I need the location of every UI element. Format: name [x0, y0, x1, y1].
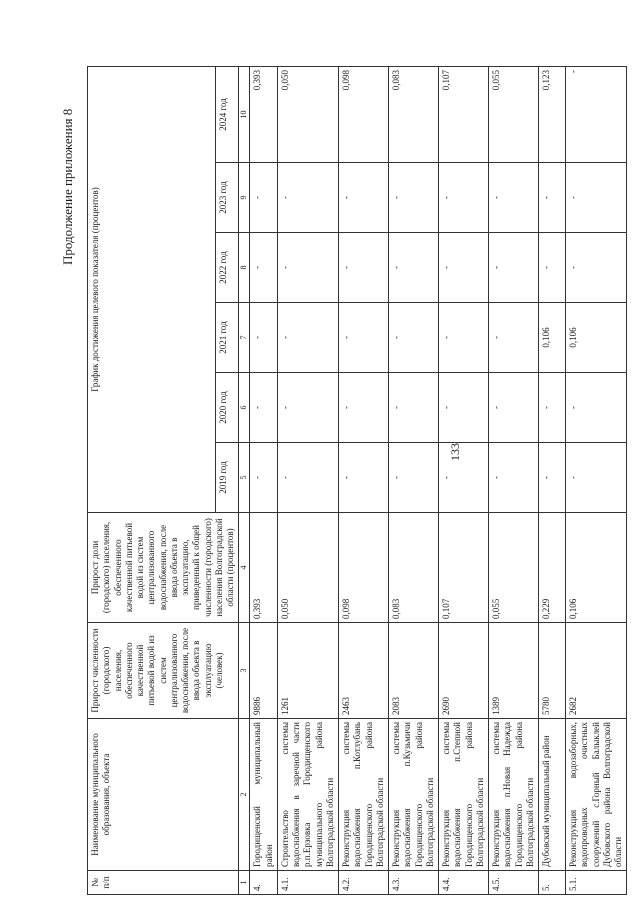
target-indicator-table — [87, 66, 627, 895]
row-2019: - — [389, 443, 439, 513]
row-2023: - — [250, 163, 278, 233]
row-2021: - — [339, 303, 389, 373]
row-population: 1261 — [277, 623, 338, 719]
header-share: Прирост доли (городского) населения, обеспеченного качественной питьевой водой из систем централизованного водоснабжения, после ввода объекта в эксплуатацию, приведенный к общей численности (городского) населения Волгоградской области (процентов) — [88, 513, 239, 623]
table-row — [277, 66, 338, 894]
row-num: 4.5. — [489, 871, 539, 895]
row-2020: - — [250, 373, 278, 443]
row-share: 0,083 — [389, 513, 439, 623]
column-number-row — [239, 66, 250, 894]
row-name: Дубовский муниципальный район — [539, 719, 566, 871]
row-2024: 0,055 — [489, 66, 539, 162]
row-2021: - — [250, 303, 278, 373]
row-name: Реконструкция водозаборных, водопроводных очистных сооружений с.Горный Балыклей Дубовского района Волгоградской области — [566, 719, 627, 871]
row-2019: - — [439, 443, 489, 513]
column-number: 8 — [239, 233, 250, 303]
column-number: 9 — [239, 163, 250, 233]
row-2019: - — [566, 443, 627, 513]
header-year-2020: 2020 год — [216, 373, 239, 443]
column-number: 7 — [239, 303, 250, 373]
row-share: 0,229 — [539, 513, 566, 623]
header-name: Наименование муниципального образования, объекта — [88, 719, 239, 871]
row-2023: - — [277, 163, 338, 233]
header-year-2021: 2021 год — [216, 303, 239, 373]
row-share: 0,055 — [489, 513, 539, 623]
row-2021: 0,106 — [566, 303, 627, 373]
row-2022: - — [277, 233, 338, 303]
row-2019: - — [489, 443, 539, 513]
row-population: 9886 — [250, 623, 278, 719]
table-row — [489, 66, 539, 894]
header-year-2024: 2024 год — [216, 66, 239, 162]
row-2023: - — [439, 163, 489, 233]
row-share: 0,393 — [250, 513, 278, 623]
header-schedule: График достижения целевого показателя (процентов) — [88, 66, 216, 512]
table-row — [439, 66, 489, 894]
row-2020: - — [489, 373, 539, 443]
row-2023: - — [539, 163, 566, 233]
row-share: 0,050 — [277, 513, 338, 623]
row-population: 5780 — [539, 623, 566, 719]
row-2022: - — [339, 233, 389, 303]
row-2021: - — [277, 303, 338, 373]
page-subtitle: Продолжение приложения 8 — [60, 108, 75, 265]
row-population: 2690 — [439, 623, 489, 719]
row-2022: - — [439, 233, 489, 303]
row-2024: 0,393 — [250, 66, 278, 162]
row-2019: - — [339, 443, 389, 513]
column-number: 2 — [239, 719, 250, 871]
row-share: 0,106 — [566, 513, 627, 623]
row-2022: - — [250, 233, 278, 303]
row-population: 2463 — [339, 623, 389, 719]
row-2020: - — [389, 373, 439, 443]
row-2024: 0,098 — [339, 66, 389, 162]
row-2021: - — [389, 303, 439, 373]
row-num: 4.4. — [439, 871, 489, 895]
table-row — [539, 66, 566, 894]
row-population: 1389 — [489, 623, 539, 719]
table-row — [250, 66, 278, 894]
table-row — [389, 66, 439, 894]
row-2019: - — [277, 443, 338, 513]
row-2021: - — [489, 303, 539, 373]
row-2022: - — [389, 233, 439, 303]
column-number: 6 — [239, 373, 250, 443]
row-2024: 0,050 — [277, 66, 338, 162]
row-2022: - — [489, 233, 539, 303]
row-name: Строительство системы водоснабжения в заречной части р.п.Ерзовка Городищенского муниципального района Волгоградской области — [277, 719, 338, 871]
row-2024: 0,123 — [539, 66, 566, 162]
column-number: 4 — [239, 513, 250, 623]
row-2022: - — [566, 233, 627, 303]
row-2021: - — [439, 303, 489, 373]
row-2020: - — [566, 373, 627, 443]
row-2020: - — [539, 373, 566, 443]
column-number: 1 — [239, 871, 250, 895]
row-2019: - — [539, 443, 566, 513]
row-2024: 0,107 — [439, 66, 489, 162]
row-name: Городищенский муниципальный район — [250, 719, 278, 871]
header-num: № п/п — [88, 871, 239, 895]
header-year-2019: 2019 год — [216, 443, 239, 513]
row-share: 0,098 — [339, 513, 389, 623]
row-2023: - — [489, 163, 539, 233]
row-2023: - — [566, 163, 627, 233]
page-number: 133 — [448, 443, 462, 461]
row-2024: - — [566, 66, 627, 162]
row-name: Реконструкция системы водоснабжения п.Новая Надежда Городищенского района Волгоградской области — [489, 719, 539, 871]
row-2023: - — [339, 163, 389, 233]
row-2021: 0,106 — [539, 303, 566, 373]
row-num: 4.2. — [339, 871, 389, 895]
column-number: 10 — [239, 66, 250, 162]
row-2020: - — [439, 373, 489, 443]
row-name: Реконструкция системы водоснабжения п.Степной Городищенского района Волгоградской области — [439, 719, 489, 871]
row-name: Реконструкция системы водоснабжения п.Котлубань Городищенского района Волгоградской области — [339, 719, 389, 871]
row-num: 5.1. — [566, 871, 627, 895]
row-population: 2083 — [389, 623, 439, 719]
row-2019: - — [250, 443, 278, 513]
row-2022: - — [539, 233, 566, 303]
column-number: 3 — [239, 623, 250, 719]
row-num: 4.3. — [389, 871, 439, 895]
header-year-2023: 2023 год — [216, 163, 239, 233]
table-row — [566, 66, 627, 894]
column-number: 5 — [239, 443, 250, 513]
row-num: 4. — [250, 871, 278, 895]
row-2020: - — [339, 373, 389, 443]
row-2023: - — [389, 163, 439, 233]
row-2020: - — [277, 373, 338, 443]
row-name: Реконструкция системы водоснабжения п.Кузьмичи Городищенского района Волгоградской области — [389, 719, 439, 871]
row-num: 4.1. — [277, 871, 338, 895]
table-row — [339, 66, 389, 894]
row-share: 0,107 — [439, 513, 489, 623]
row-2024: 0,083 — [389, 66, 439, 162]
header-year-2022: 2022 год — [216, 233, 239, 303]
header-population: Прирост численности (городского) населения, обеспеченного качественной питьевой водой из систем централизованного водоснабжения, после ввода объекта в эксплуатацию (человек) — [88, 623, 239, 719]
row-num: 5. — [539, 871, 566, 895]
row-population: 2682 — [566, 623, 627, 719]
